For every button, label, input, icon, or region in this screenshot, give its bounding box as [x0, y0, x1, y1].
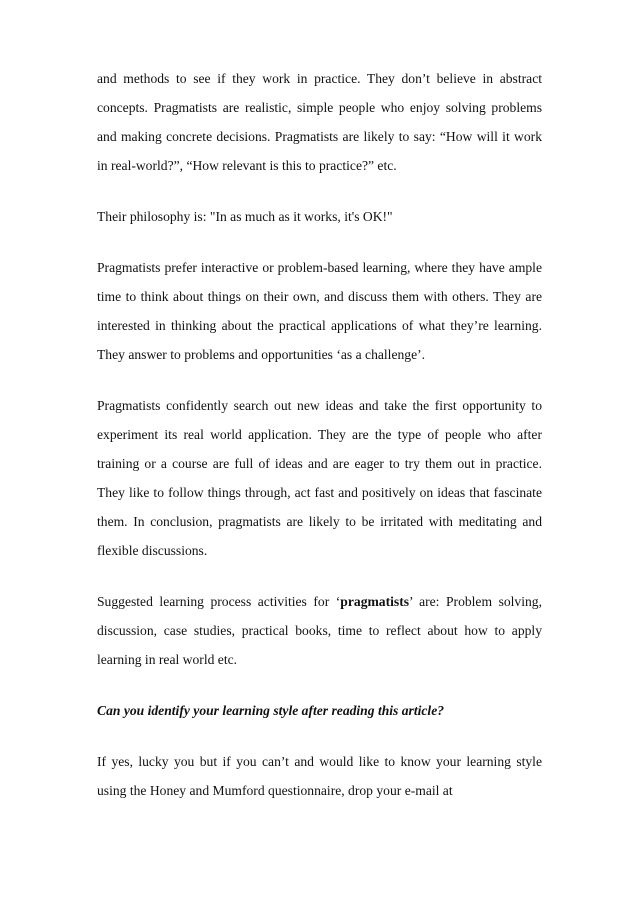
paragraph-pragmatist-behaviour: Pragmatists confidently search out new ideas and take the first opportunity to experiment its real world application. They are the type of people who after training or a course are full of ideas and are eager to try them out in practice. They like to follow things through, act fast and positively on ideas that fascinate them. In conclusion, pragmatists are likely to be irritated with meditating and flexible discussions.: [97, 398, 542, 558]
paragraph-pragmatist-intro: and methods to see if they work in practice. They don’t believe in abstract concepts. Pragmatists are realistic, simple people who enjoy solving problems and making concrete decisions. Pragmatists are likely to say: “How will it work in real-world?”, “How relevant is this to practice?” etc.: [97, 71, 542, 173]
paragraph-suggested-activities: [97, 587, 542, 674]
paragraph-learning-preferences: Pragmatists prefer interactive or problem-based learning, where they have ample time to think about things on their own, and discuss them with others. They are interested in thinking about the practical applications of what they’re learning. They answer to problems and opportunities ‘as a challenge’.: [97, 260, 542, 362]
document-page: [97, 64, 542, 827]
paragraph-questionnaire: If yes, lucky you but if you can’t and would like to know your learning style using the Honey and Mumford questionnaire, drop your e-mail at: [97, 754, 542, 798]
activities-bold-term: pragmatists: [340, 594, 410, 609]
question-heading: Can you identify your learning style after reading this article?: [97, 703, 445, 718]
activities-text-start: Suggested learning process activities for ‘: [97, 594, 341, 609]
paragraph-philosophy: Their philosophy is: "In as much as it works, it's OK!": [97, 209, 393, 224]
activities-text-end: ’ are: Problem solving, discussion, case studies, practical books, time to reflect about how to apply learning in real world etc.: [97, 594, 543, 667]
